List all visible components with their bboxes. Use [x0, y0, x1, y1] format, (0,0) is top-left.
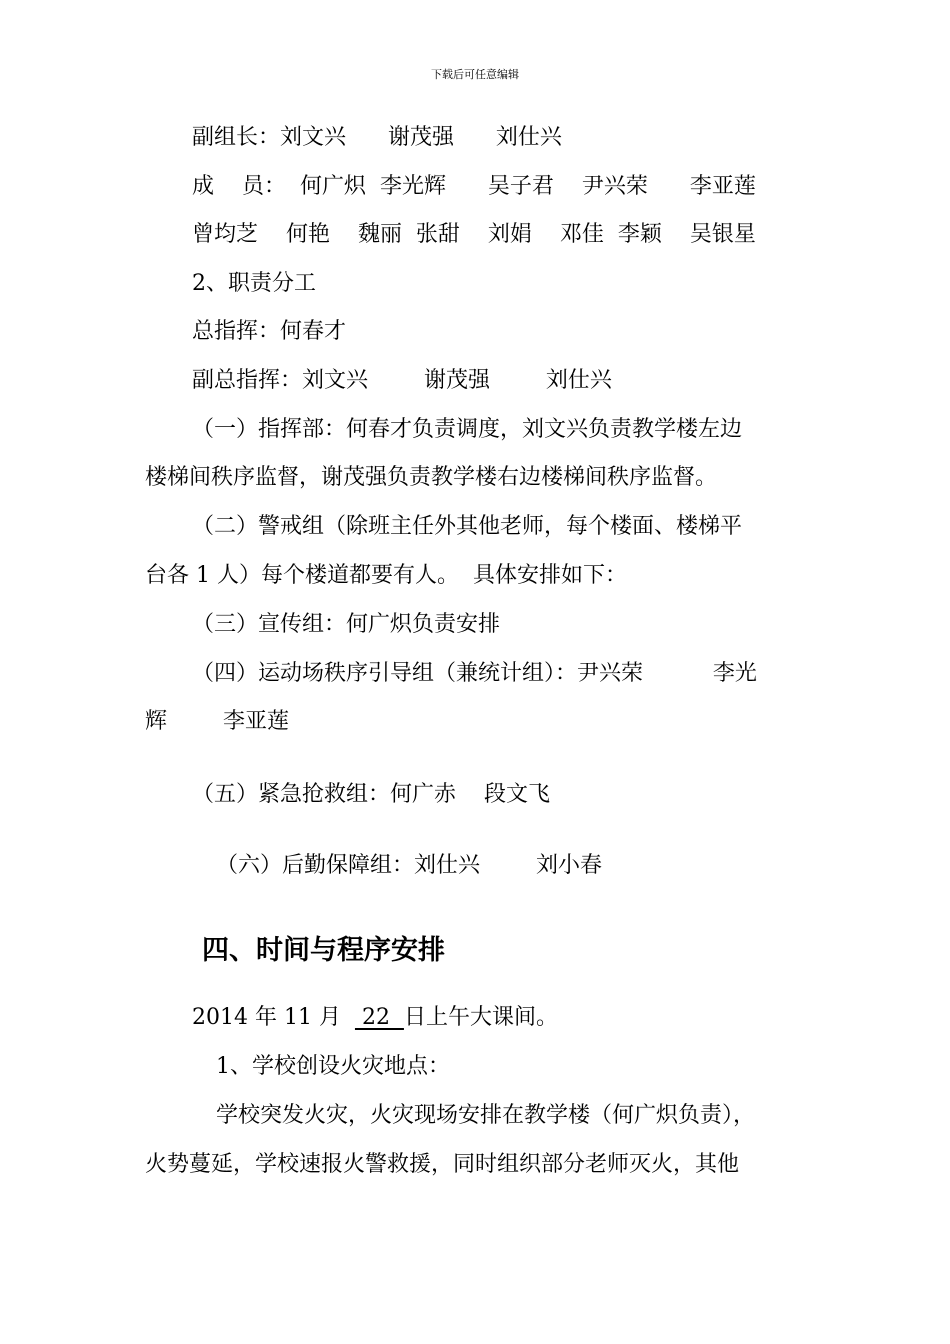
- members-line-2: 曾均芝 何艳 魏丽 张甜 刘娟 邓佳 李颖 吴银星: [192, 222, 756, 247]
- members-line-1: 成 员： 何广炽 李光辉 吴子君 尹兴荣 李亚莲: [192, 174, 756, 199]
- vice-leaders-line: 副组长：刘文兴 谢茂强 刘仕兴: [192, 125, 562, 150]
- commander-line: 总指挥：何春才: [192, 319, 347, 344]
- rescue-group-line: （五）紧急抢救组：何广赤 段文飞: [192, 782, 550, 807]
- guard-group-line-1: （二）警戒组（除班主任外其他老师，每个楼面、楼梯平: [192, 514, 743, 539]
- item1-title: 1、学校创设火灾地点：: [216, 1054, 450, 1079]
- date-day-underlined: 22: [354, 1005, 404, 1030]
- date-line: [192, 1004, 558, 1032]
- date-suffix: 日上午大课间。: [403, 1005, 558, 1030]
- duty-title: 2、职责分工: [192, 271, 316, 296]
- guide-group-line-1: （四）运动场秩序引导组（兼统计组）：尹兴荣 李光: [192, 661, 757, 686]
- page-header-note: 下载后可任意编辑: [431, 68, 519, 81]
- logistics-group-line: （六）后勤保障组：刘仕兴 刘小春: [216, 853, 602, 878]
- guide-group-line-2: 辉 李亚莲: [145, 709, 289, 734]
- command-dept-line-1: （一）指挥部：何春才负责调度，刘文兴负责教学楼左边: [192, 417, 743, 442]
- section-heading-4: 四、时间与程序安排: [202, 935, 445, 966]
- date-prefix: 2014 年 11 月: [192, 1005, 355, 1030]
- item1-text-line-2: 火势蔓延，学校速报火警救援，同时组织部分老师灭火，其他: [145, 1152, 740, 1177]
- publicity-group-line: （三）宣传组：何广炽负责安排: [192, 612, 501, 637]
- vice-commander-line: 副总指挥：刘文兴 谢茂强 刘仕兴: [192, 368, 612, 393]
- guard-group-line-2: 台各 1 人）每个楼道都要有人。 具体安排如下：: [145, 563, 627, 588]
- item1-text-line-1: 学校突发火灾，火灾现场安排在教学楼（何广炽负责），: [216, 1103, 756, 1128]
- command-dept-line-2: 楼梯间秩序监督，谢茂强负责教学楼右边楼梯间秩序监督。: [145, 465, 718, 490]
